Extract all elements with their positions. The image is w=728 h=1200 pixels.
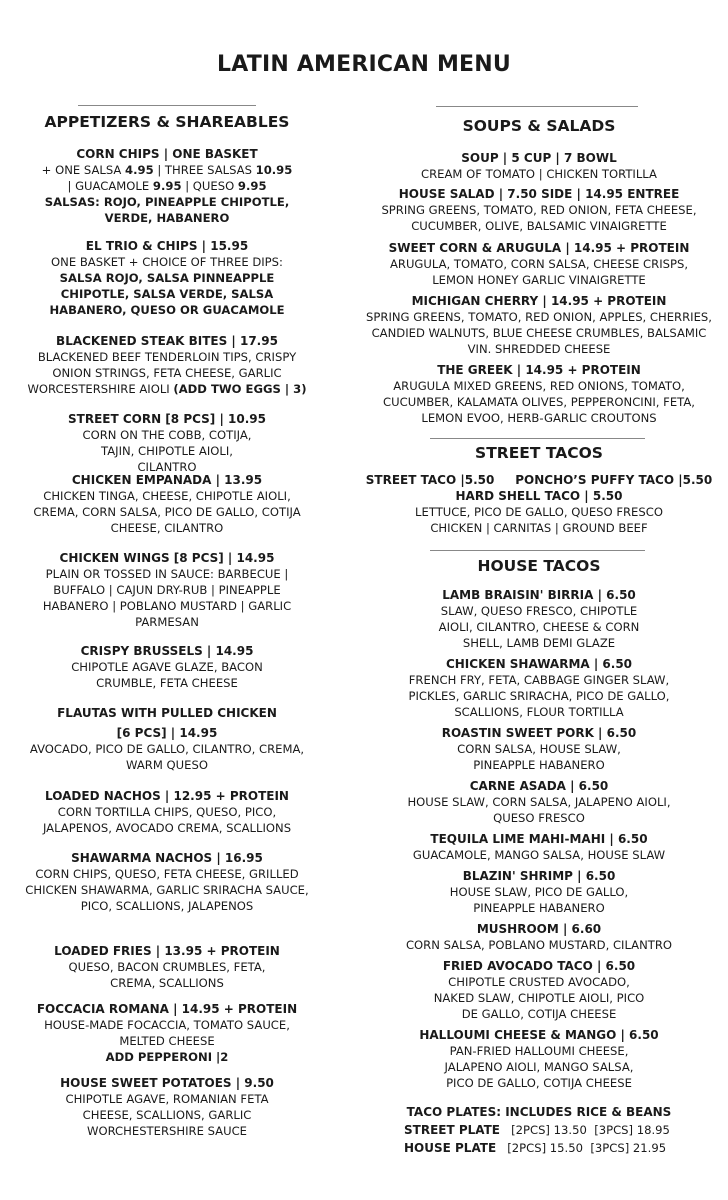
chips-line-2: | GUACAMOLE 9.95 | QUESO 9.95 — [67, 179, 267, 193]
item-name: FRIED AVOCADO TACO | 6.50 — [442, 959, 636, 973]
item-name: BLAZIN' SHRIMP | 6.50 — [462, 869, 616, 883]
item-desc: CORN ON THE COBB, COTIJA, TAJIN, CHIPOTLE AIOLI, CILANTRO — [82, 428, 252, 474]
menu-item-mushroom — [360, 921, 718, 953]
menu-item-flautas — [22, 705, 312, 773]
menu-item-brussels — [22, 643, 312, 691]
menu-item-loaded-nachos — [22, 788, 312, 836]
item-name: THE GREEK | 14.95 + PROTEIN — [437, 363, 641, 377]
menu-item-carne-asada — [360, 778, 718, 826]
menu-item-shawarma-nachos — [22, 850, 312, 914]
house-plate-row — [360, 1139, 718, 1157]
hard-shell-line: HARD SHELL TACO | 5.50 — [455, 489, 623, 503]
street-plate-prices: [2PCS] 13.50 [3PCS] 18.95 — [511, 1123, 670, 1137]
item-desc: QUESO, BACON CRUMBLES, FETA, CREMA, SCALLIONS — [68, 960, 266, 990]
item-desc: HOUSE-MADE FOCACCIA, TOMATO SAUCE, MELTED CHEESE — [44, 1018, 290, 1048]
street-plate-label: STREET PLATE — [404, 1123, 501, 1137]
item-name: CRISPY BRUSSELS | 14.95 — [80, 644, 254, 658]
menu-item-corn-chips — [22, 146, 312, 226]
menu-item-sweet-potatoes — [22, 1075, 312, 1139]
item-desc: CHIPOTLE AGAVE GLAZE, BACON CRUMBLE, FETA CHEESE — [71, 660, 263, 690]
item-desc: CHICKEN TINGA, CHEESE, CHIPOTLE AIOLI, CREMA, CORN SALSA, PICO DE GALLO, COTIJA CHEESE, CILANTRO — [33, 489, 301, 535]
menu-item-halloumi — [360, 1027, 718, 1091]
taco-plates — [360, 1103, 718, 1157]
item-name: CHICKEN WINGS [8 PCS] | 14.95 — [59, 551, 275, 565]
item-name: HOUSE SWEET POTATOES | 9.50 — [60, 1076, 274, 1090]
item-desc: BLACKENED BEEF TENDERLOIN TIPS, CRISPY ONION STRINGS, FETA CHEESE, GARLIC WORCESTERSHIRE AIOLI (ADD TWO EGGS | 3) — [27, 350, 307, 396]
salsas-line: SALSAS: ROJO, PINEAPPLE CHIPOTLE, — [44, 195, 290, 209]
item-desc: CORN CHIPS, QUESO, FETA CHEESE, GRILLED CHICKEN SHAWARMA, GARLIC SRIRACHA SAUCE, PICO, SCALLIONS, JALAPENOS — [25, 867, 309, 913]
item-addon: ADD PEPPERONI |2 — [105, 1050, 229, 1064]
menu-item-foccacia — [22, 1001, 312, 1065]
item-desc: CORN SALSA, HOUSE SLAW, PINEAPPLE HABANERO — [457, 742, 621, 772]
menu-item-greek-salad — [360, 362, 718, 426]
house-tacos-rule — [430, 550, 645, 551]
item-name: ROASTIN SWEET PORK | 6.50 — [441, 726, 637, 740]
menu-item-birria — [360, 587, 718, 651]
item-name: FLAUTAS WITH PULLED CHICKEN — [57, 706, 277, 720]
item-name: HOUSE SALAD | 7.50 SIDE | 14.95 ENTREE — [398, 187, 680, 201]
item-desc: ONE BASKET + CHOICE OF THREE DIPS: — [51, 255, 283, 269]
street-tacos-rule — [430, 438, 645, 439]
item-name: STREET CORN [8 PCS] | 10.95 — [68, 412, 266, 426]
street-taco-desc: LETTUCE, PICO DE GALLO, QUESO FRESCO — [415, 505, 663, 519]
item-name: MICHIGAN CHERRY | 14.95 + PROTEIN — [411, 294, 667, 308]
item-name: EL TRIO & CHIPS | 15.95 — [85, 239, 249, 253]
item-desc: CORN SALSA, POBLANO MUSTARD, CILANTRO — [405, 938, 673, 952]
item-desc: ARUGULA MIXED GREENS, RED ONIONS, TOMATO, CUCUMBER, KALAMATA OLIVES, PEPPERONCINI, FETA, LEMON EVOO, HERB-GARLIC CROUTONS — [383, 379, 695, 425]
item-desc: HOUSE SLAW, PICO DE GALLO, PINEAPPLE HABANERO — [449, 885, 629, 915]
menu-title: LATIN AMERICAN MENU — [217, 52, 511, 77]
menu-item-steak-bites — [22, 333, 312, 397]
item-name: CORN CHIPS | ONE BASKET — [76, 147, 258, 161]
item-name: LOADED NACHOS | 12.95 + PROTEIN — [45, 789, 289, 803]
item-desc: SPRING GREENS, TOMATO, RED ONION, APPLES, CHERRIES, CANDIED WALNUTS, BLUE CHEESE CRUMBLES, BALSAMIC VIN. SHREDDED CHEESE — [366, 310, 712, 356]
item-dips: SALSA ROJO, SALSA PINNEAPPLE CHIPOTLE, SALSA VERDE, SALSA HABANERO, QUESO OR GUACAMOLE — [49, 271, 285, 317]
menu-item-loaded-fries — [22, 943, 312, 991]
item-desc: CORN TORTILLA CHIPS, QUESO, PICO, JALAPENOS, AVOCADO CREMA, SCALLIONS — [42, 805, 292, 835]
menu-item-chicken-shawarma — [360, 656, 718, 720]
appetizers-heading: APPETIZERS & SHAREABLES — [44, 113, 290, 131]
street-plate-row — [360, 1121, 718, 1139]
item-name-2: [6 PCS] | 14.95 — [116, 726, 218, 740]
house-tacos-heading: HOUSE TACOS — [477, 557, 601, 575]
house-plate-prices: [2PCS] 15.50 [3PCS] 21.95 — [507, 1141, 667, 1155]
soups-heading-rule — [436, 106, 638, 107]
menu-item-sweet-pork — [360, 725, 718, 773]
item-name: CHICKEN EMPANADA | 13.95 — [71, 473, 263, 487]
menu-item-el-trio — [22, 238, 312, 318]
menu-item-michigan-cherry — [360, 293, 718, 357]
item-desc: CREAM OF TOMATO | CHICKEN TORTILLA — [421, 167, 657, 181]
item-desc: AVOCADO, PICO DE GALLO, CILANTRO, CREMA, WARM QUESO — [29, 742, 305, 772]
menu-item-soup — [360, 150, 718, 182]
menu-item-sweet-corn-salad — [360, 240, 718, 288]
item-desc: PLAIN OR TOSSED IN SAUCE: BARBECUE | BUFFALO | CAJUN DRY-RUB | PINEAPPLE HABANERO | POBLANO MUSTARD | GARLIC PARMESAN — [42, 567, 292, 629]
item-name: SOUP | 5 CUP | 7 BOWL — [461, 151, 617, 165]
item-name: SWEET CORN & ARUGULA | 14.95 + PROTEIN — [388, 241, 690, 255]
item-name: CARNE ASADA | 6.50 — [469, 779, 609, 793]
menu-item-shrimp — [360, 868, 718, 916]
item-desc: CHIPOTLE CRUSTED AVOCADO, NAKED SLAW, CHIPOTLE AIOLI, PICO DE GALLO, COTIJA CHEESE — [433, 975, 645, 1021]
salsas-line-2: VERDE, HABANERO — [104, 211, 230, 225]
street-tacos-block — [360, 472, 718, 536]
item-name: MUSHROOM | 6.60 — [476, 922, 602, 936]
street-taco-line: STREET TACO |5.50 PONCHO’S PUFFY TACO |5.50 — [365, 473, 713, 487]
item-name: LAMB BRAISIN' BIRRIA | 6.50 — [442, 588, 636, 602]
item-desc: SLAW, QUESO FRESCO, CHIPOTLE AIOLI, CILANTRO, CHEESE & CORN SHELL, LAMB DEMI GLAZE — [438, 604, 640, 650]
menu-item-wings — [22, 550, 312, 630]
item-name: SHAWARMA NACHOS | 16.95 — [71, 851, 263, 865]
item-desc: GUACAMOLE, MANGO SALSA, HOUSE SLAW — [412, 848, 666, 862]
item-desc: CHIPOTLE AGAVE, ROMANIAN FETA CHEESE, SCALLIONS, GARLIC WORCHESTERSHIRE SAUCE — [65, 1092, 269, 1138]
menu-item-street-corn — [22, 411, 312, 475]
taco-plates-heading: TACO PLATES: INCLUDES RICE & BEANS — [406, 1105, 672, 1119]
chips-line-1: + ONE SALSA 4.95 | THREE SALSAS 10.95 — [41, 163, 293, 177]
menu-item-mahi-mahi — [360, 831, 718, 863]
item-desc: HOUSE SLAW, CORN SALSA, JALAPENO AIOLI, QUESO FRESCO — [407, 795, 671, 825]
street-tacos-heading: STREET TACOS — [475, 444, 603, 462]
menu-item-fried-avocado — [360, 958, 718, 1022]
item-desc: PAN-FRIED HALLOUMI CHEESE, JALAPENO AIOLI, MANGO SALSA, PICO DE GALLO, COTIJA CHEESE — [444, 1044, 634, 1090]
menu-item-house-salad — [360, 186, 718, 234]
item-name: HALLOUMI CHEESE & MANGO | 6.50 — [419, 1028, 659, 1042]
item-desc: SPRING GREENS, TOMATO, RED ONION, FETA CHEESE, CUCUMBER, OLIVE, BALSAMIC VINAIGRETTE — [381, 203, 697, 233]
item-desc: FRENCH FRY, FETA, CABBAGE GINGER SLAW, PICKLES, GARLIC SRIRACHA, PICO DE GALLO, SCALLIONS, FLOUR TORTILLA — [408, 673, 670, 719]
item-name: FOCCACIA ROMANA | 14.95 + PROTEIN — [36, 1002, 298, 1016]
item-name: LOADED FRIES | 13.95 + PROTEIN — [54, 944, 280, 958]
menu-item-empanada — [22, 472, 312, 536]
soups-heading: SOUPS & SALADS — [462, 117, 616, 135]
left-heading-rule — [78, 105, 256, 106]
street-taco-proteins: CHICKEN | CARNITAS | GROUND BEEF — [430, 521, 648, 535]
item-name: BLACKENED STEAK BITES | 17.95 — [56, 334, 278, 348]
house-plate-label: HOUSE PLATE — [404, 1141, 497, 1155]
item-desc: ARUGULA, TOMATO, CORN SALSA, CHEESE CRISPS, LEMON HONEY GARLIC VINAIGRETTE — [389, 257, 689, 287]
item-name: TEQUILA LIME MAHI-MAHI | 6.50 — [430, 832, 648, 846]
item-name: CHICKEN SHAWARMA | 6.50 — [445, 657, 633, 671]
